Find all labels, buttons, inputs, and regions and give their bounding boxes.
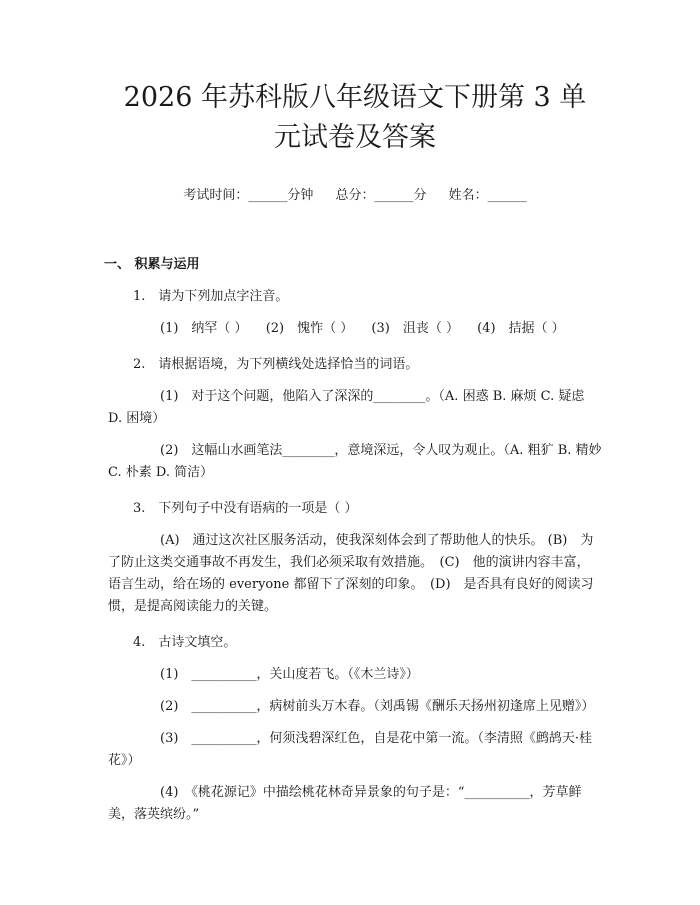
question-1-items [108,318,602,340]
exam-meta [108,184,602,203]
question-4-sub-3: (3) __________，何须浅碧深红色，自是花中第一流。（李清照《鹧鸪天·桂花》） [108,731,593,768]
exam-score: 总分：______分 [335,188,427,203]
question-4-sub-2: (2) __________，病树前头万木春。（刘禹锡《酬乐天扬州初逢席上见赠》） [160,699,595,714]
question-4-stem: 4. 古诗文填空。 [133,635,237,650]
question-4-sub-4: (4) 《桃花源记》中描绘桃花林奇异景象的句子是：“__________，芳草鲜美，落英缤纷。” [108,785,582,822]
question-2-sub-1: (1) 对于这个问题，他陷入了深深的________。（A. 困惑 B. 麻烦 C. 疑虑 D. 困境） [108,389,585,426]
question-4-sub-1: (1) __________，关山度若飞。（《木兰诗》） [160,667,419,682]
exam-time: 考试时间：______分钟 [183,188,314,203]
page-title: 2026 年苏科版八年级语文下册第 3 单元试卷及答案 [123,82,587,153]
question-3-options: (A) 通过这次社区服务活动，使我深刻体会到了帮助他人的快乐。 (B) 为了防止这类交通事故不再发生，我们必须采取有效措施。 (C) 他的演讲内容丰富，语言生动，给在场的 everyone 都留下了深刻的印象。 (D) 是否具有良好的阅读习惯，是提高阅读能力的关键。 [108,533,594,614]
question-2-sub-2: (2) 这幅山水画笔法________，意境深远，令人叹为观止。（A. 粗犷 B. 精妙 C. 朴素 D. 简洁） [108,443,602,480]
q1-item-2: (2) 愧怍（ ） [265,321,354,336]
q1-item-3: (3) 沮丧（ ） [371,321,459,336]
question-2-stem: 2. 请根据语境，为下列横线处选择恰当的词语。 [133,357,419,372]
q1-item-1: (1) 纳罕（ ） [160,321,248,336]
student-name: 姓名：______ [448,188,527,203]
q1-item-4: (4) 拮据（ ） [477,321,565,336]
question-1-stem: 1. 请为下列加点字注音。 [133,289,289,304]
section-heading: 一、 积累与运用 [104,257,200,272]
question-3-stem: 3. 下列句子中没有语病的一项是（ ） [133,501,358,516]
